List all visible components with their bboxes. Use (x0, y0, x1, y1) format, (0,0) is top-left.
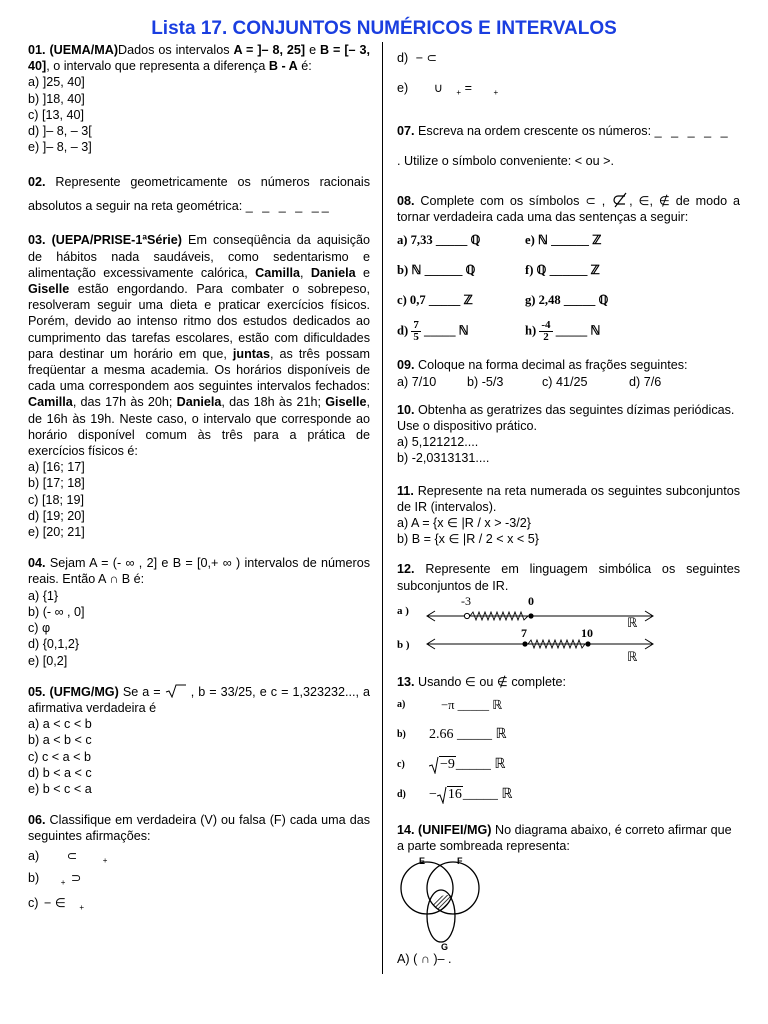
q06-b-symbol: ⊃ (70, 870, 82, 885)
q13-a-expr: −π _____ ℝ (441, 697, 503, 712)
q08-item-e: e) ℕ ______ ℤ (525, 233, 602, 248)
q08-item-b: b) ℕ ______ ℚ (397, 263, 476, 278)
q08-d-tail: _____ ℕ (424, 323, 469, 338)
question-13 (397, 674, 740, 810)
question-02 (28, 170, 370, 218)
q08-h-fraction (539, 320, 552, 343)
question-12 (397, 561, 740, 661)
q10-option-b: b) -2,0313131.... (397, 451, 490, 466)
q07-text-2: . Utilize o símbolo conveniente: < ou >. (397, 154, 615, 168)
q09-text: Coloque na forma decimal as frações seguintes: (418, 358, 688, 373)
q05-option-a: a) a < c < b (28, 717, 92, 732)
q08-h-numerator: -4 (541, 318, 551, 331)
q13-a-label: a) (397, 698, 406, 710)
q05-option-b: b) a < b < c (28, 733, 92, 748)
q13-b-expr: 2.66 _____ ℝ (429, 726, 507, 742)
not-subset-icon (611, 192, 629, 208)
question-14 (397, 822, 740, 968)
q14-text: No diagrama abaixo, é correto afirmar que a parte sombreada representa: (397, 823, 732, 854)
q01-diff: B - A (268, 59, 298, 74)
question-11 (397, 483, 740, 548)
q06-e-sub-1: + (456, 88, 462, 97)
q13-item-d (397, 780, 740, 810)
q01-source: (UEMA/MA) (49, 43, 119, 57)
q11-number: 11. (397, 483, 414, 498)
q03-option-c: c) [18; 19] (28, 492, 85, 507)
q03-text-3: e (355, 265, 370, 280)
q13-d-minus: − (429, 786, 437, 802)
q07-number: 07. (397, 124, 415, 138)
q04-option-a: a) {1} (28, 588, 59, 603)
q06-a-sub: + (102, 855, 108, 865)
q08-item-g: g) 2,48 _____ ℚ (525, 293, 609, 308)
q08-row-2 (397, 255, 740, 285)
q03-option-e: e) [20; 21] (28, 525, 85, 540)
q06-item-d (397, 42, 740, 74)
number-line-b (425, 628, 655, 662)
q12-b-tick-2: 10 (581, 627, 593, 640)
question-06-continued (397, 42, 740, 102)
q08-h-denominator: 2 (543, 330, 549, 343)
q03-source: (UEPA/PRISE-1ªSérie) (51, 233, 182, 248)
question-04 (28, 555, 370, 668)
q12-line-b (397, 628, 740, 662)
q08-item-d (397, 320, 525, 343)
column-divider (382, 42, 383, 974)
q12-line-a (397, 594, 740, 628)
q03-name-giselle-2: Giselle (325, 395, 367, 410)
q14-answer-a: A) ( ∩ )– . (397, 952, 452, 967)
q04-option-e: e) [0,2] (28, 653, 68, 668)
q04-option-c: c) φ (28, 621, 51, 636)
q01-set-b: B = [– 3, 40] (28, 43, 370, 74)
left-column (28, 42, 370, 932)
right-column (397, 42, 740, 983)
q01-text4: é: (297, 59, 312, 74)
q06-item-e (397, 74, 740, 102)
question-05 (28, 684, 370, 797)
q08-d-denominator: 5 (413, 330, 419, 343)
q12-b-tick-1: 7 (521, 627, 527, 640)
q06-b-sub: + (60, 877, 66, 887)
q13-item-c (397, 750, 740, 780)
q06-d-label: d) (397, 51, 409, 65)
q06-item-b (28, 867, 370, 889)
question-06 (28, 812, 370, 916)
q06-item-c (28, 889, 370, 917)
q11-option-a: a) A = {x ∈ |R / x > -3/2} (397, 516, 531, 531)
q03-text-8: , de 16h às 19h. Neste caso, o intervalo que corresponde ao horário disponível comum às três para a prática de exercícios físicos é: (28, 395, 370, 459)
q04-option-d: d) {0,1,2} (28, 637, 80, 652)
q06-e-equals: = (464, 81, 472, 95)
q03-name-daniela-2: Daniela (176, 395, 222, 410)
q03-option-a: a) [16; 17] (28, 460, 85, 475)
q02-number: 02. (28, 175, 46, 190)
q03-option-d: d) [19; 20] (28, 508, 85, 523)
q13-d-label: d) (397, 788, 406, 800)
q08-row-3 (397, 285, 740, 315)
q08-number: 08. (397, 194, 415, 208)
q01-option-d: d) ]– 8, – 3[ (28, 124, 92, 139)
q03-text-2: , (299, 265, 311, 280)
q05-option-e: e) b < c < a (28, 781, 92, 796)
q06-e-label: e) (397, 81, 409, 95)
q06-c-sub: + (79, 902, 84, 912)
venn-diagram (397, 856, 487, 951)
q08-row-4 (397, 315, 740, 347)
q05-option-d: d) b < a < c (28, 765, 92, 780)
q11-text: Represente na reta numerada os seguintes subconjuntos de IR (intervalos). (397, 483, 740, 514)
q09-item-b: b) -5/3 (467, 374, 504, 389)
q06-e-symbol: ∪ (433, 81, 443, 95)
venn-label-g: G (441, 942, 449, 952)
q13-c-radicand: −9 (440, 757, 455, 773)
q01-text: Dados os intervalos (118, 43, 234, 57)
q05-text-1: Se a = (122, 684, 165, 699)
question-09 (397, 357, 740, 389)
q08-item-a: a) 7,33 _____ ℚ (397, 233, 481, 248)
q13-c-label: c) (397, 758, 405, 770)
q09-items (397, 374, 740, 390)
q13-number: 13. (397, 674, 415, 689)
q01-option-b: b) ]18, 40] (28, 91, 85, 106)
q01-set-a: A = ]– 8, 25] (233, 43, 306, 57)
q03-option-b: b) [17; 18] (28, 476, 85, 491)
q08-d-numerator: 7 (413, 318, 419, 331)
q06-c-symbol: − ∈ (44, 895, 66, 910)
q03-name-giselle: Giselle (28, 282, 70, 297)
q08-h-tail: _____ ℕ (555, 323, 601, 338)
q06-d-symbol: − ⊂ (415, 51, 438, 65)
question-10 (397, 402, 740, 467)
q09-number: 09. (397, 358, 415, 373)
q03-text-4: estão engordando. Para combater o sobrepeso, resolveram seguir uma dieta e praticar exercícios físicos. Porém, devido ao intenso ritmo dos estudos dedicados ao cumprimento das tarefas escolares, estão com dificuldades para destinar um horário em que, (28, 282, 370, 361)
q02-text: Represente geometricamente os números racionais absolutos a seguir na reta geométrica: (28, 175, 370, 214)
q01-option-a: a) ]25, 40] (28, 75, 85, 90)
q08-h-label: h) (525, 323, 537, 338)
q09-item-d: d) 7/6 (629, 374, 662, 389)
q13-item-a (397, 690, 740, 720)
q06-a-symbol: ⊂ (66, 848, 78, 863)
q08-d-fraction (411, 320, 421, 343)
q12-text: Represente em linguagem simbólica os seguintes subconjuntos de IR. (397, 562, 740, 593)
q10-text: Obtenha as geratrizes das seguintes dízimas periódicas. Use o dispositivo prático. (397, 402, 735, 434)
q08-text-1: Complete com os símbolos ⊂ , (420, 194, 612, 208)
q09-item-a: a) 7/10 (397, 374, 437, 389)
q06-item-a (28, 845, 370, 867)
q13-text: Usando ∈ ou ∉ complete: (418, 674, 566, 689)
page-title: Lista 17. CONJUNTOS NUMÉRICOS E INTERVALOS (151, 18, 617, 39)
q03-name-daniela: Daniela (310, 265, 356, 280)
q07-text: Escreva na ordem crescente os números: (418, 124, 652, 138)
q08-item-c: c) 0,7 _____ ℤ (397, 293, 473, 308)
q06-number: 06. (28, 813, 46, 828)
q01-text3: , o intervalo que representa a diferença (46, 59, 269, 74)
q01-number: 01. (28, 43, 46, 57)
q03-text-5: , as três possam freqüentar a mesma academia. Os horários disponíveis de cada uma correspondem aos seguintes intervalos fechados: (28, 346, 370, 394)
q13-c-root-icon (429, 756, 439, 774)
q03-text-7: , das 18h às 21h; (221, 395, 326, 410)
q13-c-tail: _____ ℝ (455, 756, 506, 772)
venn-label-e: E (419, 856, 426, 867)
question-07 (397, 116, 740, 176)
q03-juntas: juntas (232, 346, 270, 361)
q06-a-label: a) (28, 848, 40, 863)
question-03 (28, 232, 370, 540)
q08-item-f: f) ℚ ______ ℤ (525, 263, 600, 278)
q12-a-tick-2: 0 (528, 593, 534, 608)
q11-option-b: b) B = {x ∈ |R / 2 < x < 5} (397, 532, 539, 547)
q07-blanks: _ _ _ _ _ (654, 124, 731, 138)
q08-d-label: d) (397, 323, 409, 338)
q12-a-tick-1: -3 (461, 593, 471, 608)
q06-text: Classifique em verdadeira (V) ou falsa (F) cada uma das seguintes afirmações: (28, 813, 370, 844)
q08-text-2: , ∈, ∉ de modo a tornar verdadeira cada uma das sentenças a seguir: (397, 194, 741, 225)
q14-number: 14. (397, 823, 415, 838)
venn-label-f: F (457, 856, 463, 867)
q14-source: (UNIFEI/MG) (418, 823, 492, 838)
q13-b-label: b) (397, 728, 406, 740)
q12-a-label: a ) (397, 604, 409, 617)
q05-option-c: c) c < a < b (28, 749, 91, 764)
question-01 (28, 42, 370, 155)
q05-source: (UFMG/MG) (49, 684, 119, 699)
q01-text2: e (305, 43, 321, 57)
q04-option-b: b) (- ∞ , 0] (28, 604, 85, 619)
q10-number: 10. (397, 402, 415, 417)
q03-name-camilla: Camilla (255, 265, 300, 280)
q06-c-label: c) (28, 895, 39, 910)
q08-item-h (525, 320, 600, 343)
q13-d-root-icon (437, 786, 447, 804)
q01-option-e: e) ]– 8, – 3] (28, 140, 92, 155)
q09-item-c: c) 41/25 (542, 374, 588, 389)
square-root-icon (165, 684, 187, 698)
q03-name-camilla-2: Camilla (28, 395, 73, 410)
q04-number: 04. (28, 556, 46, 571)
q13-d-tail: _____ ℝ (462, 786, 513, 802)
q13-item-b (397, 720, 740, 750)
q04-text: Sejam A = (- ∞ , 2] e B = [0,+ ∞ ) intervalos de números reais. Então A ∩ B é: (28, 556, 371, 587)
q12-a-axis-label: ℝ (627, 614, 638, 628)
q03-text-6: , das 17h às 20h; (72, 395, 177, 410)
q01-option-c: c) [13, 40] (28, 107, 85, 122)
q03-text-1: Em conseqüência da aquisição de hábitos nada saudáveis, como sedentarismo e alimentação excessivamente calórica, (28, 233, 371, 280)
q05-text-2: , b = 33/25, e c = 1,323232..., a afirmativa verdadeira é (28, 684, 371, 715)
question-08 (397, 192, 740, 347)
number-line-a (425, 594, 655, 628)
q05-number: 05. (28, 684, 46, 699)
q13-d-radicand: 16 (447, 787, 462, 803)
q12-b-label: b ) (397, 638, 410, 651)
q02-blanks: _ _ _ _ __ (245, 199, 332, 214)
q03-number: 03. (28, 233, 46, 248)
q06-e-sub-2: + (493, 88, 499, 97)
q12-number: 12. (397, 562, 415, 577)
q06-b-label: b) (28, 870, 40, 885)
q08-row-1 (397, 225, 740, 255)
q12-b-axis-label: ℝ (627, 648, 638, 662)
q10-option-a: a) 5,121212.... (397, 435, 479, 450)
